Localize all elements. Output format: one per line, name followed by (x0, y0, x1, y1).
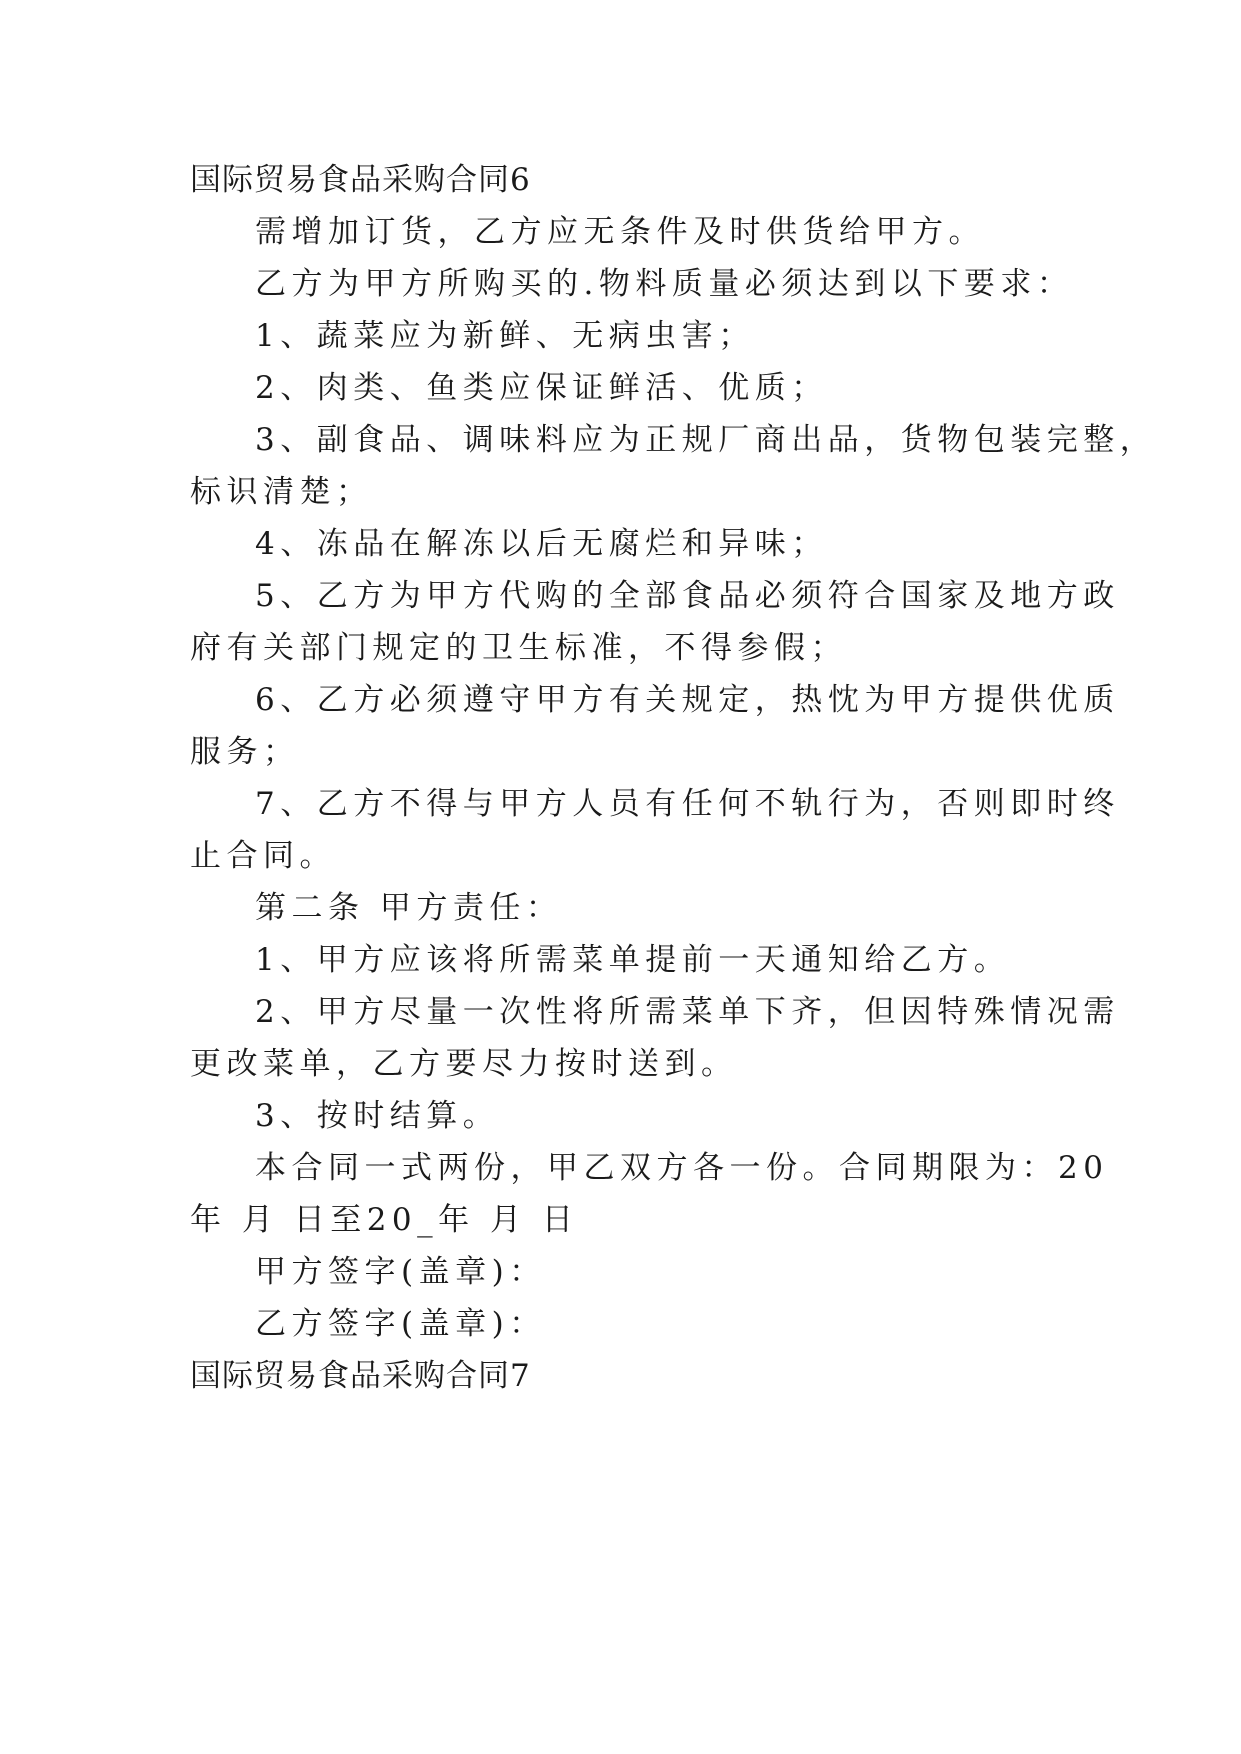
article-heading: 第二条 甲方责任： (255, 890, 563, 926)
paragraph-line-continued: 止合同。 (190, 838, 336, 874)
paragraph-line: 1、蔬菜应为新鲜、无病虫害； (255, 318, 755, 354)
paragraph-line: 3、按时结算。 (255, 1098, 500, 1134)
paragraph-line: 4、冻品在解冻以后无腐烂和异味； (255, 526, 828, 562)
section-title: 国际贸易食品采购合同7 (190, 1358, 531, 1394)
paragraph-line: 2、甲方尽量一次性将所需菜单下齐，但因特殊情况需 (255, 994, 1120, 1030)
paragraph-line: 需增加订货，乙方应无条件及时供货给甲方。 (255, 214, 985, 250)
paragraph-line: 本合同一式两份，甲乙双方各一份。合同期限为：20 (255, 1150, 1109, 1186)
paragraph-line: 7、乙方不得与甲方人员有任何不轨行为，否则即时终 (255, 786, 1120, 822)
paragraph-line-continued: 年 月 日至20_年 月 日 (190, 1202, 579, 1238)
paragraph-line: 6、乙方必须遵守甲方有关规定，热忱为甲方提供优质 (255, 682, 1120, 718)
paragraph-line-continued: 更改菜单，乙方要尽力按时送到。 (190, 1046, 738, 1082)
paragraph-line: 2、肉类、鱼类应保证鲜活、优质； (255, 370, 828, 406)
paragraph-line: 3、副食品、调味料应为正规厂商出品，货物包装完整， (255, 422, 1157, 458)
paragraph-line: 1、甲方应该将所需菜单提前一天通知给乙方。 (255, 942, 1011, 978)
paragraph-line-continued: 服务； (190, 734, 300, 770)
signature-line-party-b: 乙方签字(盖章)： (255, 1306, 546, 1342)
paragraph-line-continued: 标识清楚； (190, 474, 373, 510)
section-title: 国际贸易食品采购合同6 (190, 162, 531, 198)
signature-line-party-a: 甲方签字(盖章)： (255, 1254, 546, 1290)
paragraph-line-continued: 府有关部门规定的卫生标准，不得参假； (190, 630, 847, 666)
paragraph-line: 5、乙方为甲方代购的全部食品必须符合国家及地方政 (255, 578, 1120, 614)
paragraph-line: 乙方为甲方所购买的.物料质量必须达到以下要求： (255, 266, 1074, 302)
